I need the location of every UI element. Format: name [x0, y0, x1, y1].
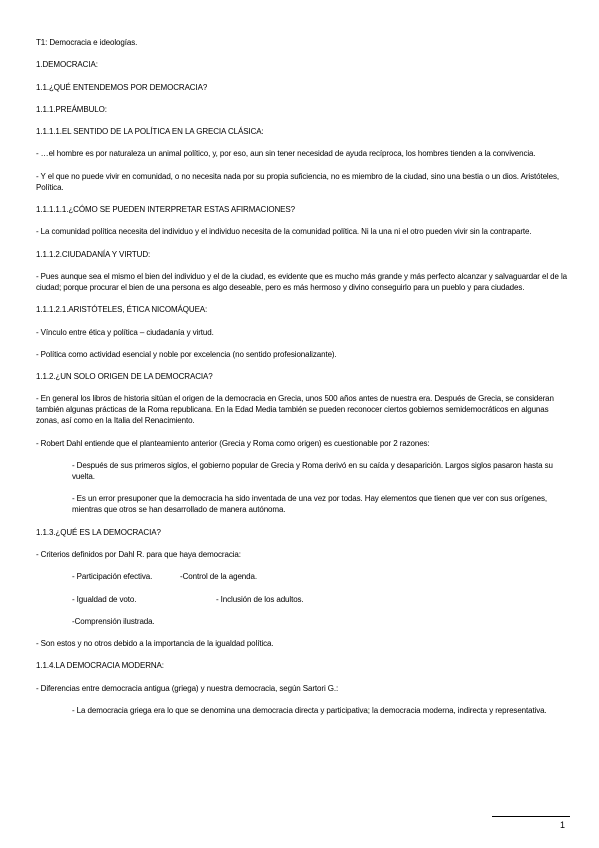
paragraph-robert-dahl: - Robert Dahl entiende que el planteamiento anterior (Grecia y Roma como origen) es cuestionable por 2 razones:: [36, 438, 430, 448]
criterion-control-agenda: -Control de la agenda.: [180, 572, 257, 582]
footer-rule: [492, 816, 570, 817]
heading-como-interpretar: 1.1.1.1.1.¿CÓMO SE PUEDEN INTERPRETAR ESTAS AFIRMACIONES?: [36, 205, 295, 215]
paragraph-diferencias-sartori: - Diferencias entre democracia antigua (griega) y nuestra democracia, según Sartori G.:: [36, 683, 339, 693]
heading-democracia: 1.DEMOCRACIA:: [36, 60, 98, 70]
paragraph-bien-ciudad: - Pues aunque sea el mismo el bien del individuo y el de la ciudad, es evidente que es mucho más grande y más perfecto alcanzar y salvaguardar el de la ciudad; porque procurar el bien de una persona es algo deseable, pero es más hermoso y divino conseguirlo para un pueblo y para ciudades.: [36, 271, 567, 292]
criterion-igualdad-voto: - Igualdad de voto.: [72, 594, 137, 604]
paragraph-animal-politico: - …el hombre es por naturaleza un animal político, y, por eso, aun sin tener necesidad de ayuda recíproca, los hombres tienden a la convivencia.: [36, 149, 536, 159]
heading-sentido-politica: 1.1.1.1.EL SENTIDO DE LA POLÍTICA EN LA GRECIA CLÁSICA:: [36, 127, 264, 137]
paragraph-democracia-griega: - La democracia griega era lo que se denomina una democracia directa y participativa; la democracia moderna, indirecta y representativa.: [72, 706, 547, 716]
heading-ciudadania-virtud: 1.1.1.2.CIUDADANÍA Y VIRTUD:: [36, 249, 151, 259]
paragraph-vinculo-etica: - Vínculo entre ética y política – ciudadanía y virtud.: [36, 327, 214, 337]
heading-preambulo: 1.1.1.PREÁMBULO:: [36, 104, 107, 114]
paragraph-bestia-o-dios: - Y el que no puede vivir en comunidad, o no necesita nada por su propia suficiencia, no es miembro de la ciudad, sino una bestia o un dios. Aristóteles, Política.: [36, 171, 559, 192]
paragraph-igualdad-politica: - Son estos y no otros debido a la importancia de la igualdad política.: [36, 639, 274, 649]
criteria-row-1: [36, 571, 569, 582]
document-title: T1: Democracia e ideologías.: [36, 38, 138, 47]
criteria-row-2: [36, 594, 569, 605]
heading-democracia-moderna: 1.1.4.LA DEMOCRACIA MODERNA:: [36, 661, 164, 671]
criterion-comprension: -Comprensión ilustrada.: [72, 616, 155, 626]
criteria-row-3: [36, 616, 569, 627]
page-number: 1: [560, 820, 566, 830]
paragraph-comunidad-politica: - La comunidad política necesita del individuo y el individuo necesita de la comunidad política. Ni la una ni el otro pueden vivir sin la contraparte.: [36, 227, 532, 237]
document-body: [36, 37, 569, 727]
criterion-inclusion-adultos: - Inclusión de los adultos.: [216, 594, 304, 604]
heading-etica-nicomaquea: 1.1.1.2.1.ARISTÓTELES, ÉTICA NICOMÁQUEA:: [36, 305, 208, 315]
heading-que-es-democracia: 1.1.3.¿QUÉ ES LA DEMOCRACIA?: [36, 527, 161, 537]
paragraph-origen-grecia: - En general los libros de historia sitúan el origen de la democracia en Grecia, unos 500 años antes de nuestra era. Después de Grecia, se consideran también algunas prácticas de la Roma republicana. En la Edad Media también se pueden reconocer ciertos gobiernos semidemocráticos en algunas zonas, así como en la Italia del Renacimiento.: [36, 394, 554, 426]
paragraph-razon-1: - Después de sus primeros siglos, el gobierno popular de Grecia y Roma derivó en su caída y desaparición. Largos siglos pasaron hasta su vuelta.: [72, 461, 553, 482]
paragraph-razon-2: - Es un error presuponer que la democracia ha sido inventada de una vez por todas. Hay elementos que tienen que ver con sus orígenes, mientras que otros se han desarrollado de manera autónoma.: [72, 494, 547, 515]
paragraph-criterios-dahl: - Criterios definidos por Dahl R. para que haya democracia:: [36, 549, 241, 559]
criterion-participacion: - Participación efectiva.: [72, 572, 153, 582]
heading-que-entendemos: 1.1.¿QUÉ ENTENDEMOS POR DEMOCRACIA?: [36, 82, 208, 92]
paragraph-politica-actividad: - Política como actividad esencial y noble por excelencia (no sentido profesionalizante).: [36, 349, 337, 359]
heading-un-solo-origen: 1.1.2.¿UN SOLO ORIGEN DE LA DEMOCRACIA?: [36, 372, 213, 382]
